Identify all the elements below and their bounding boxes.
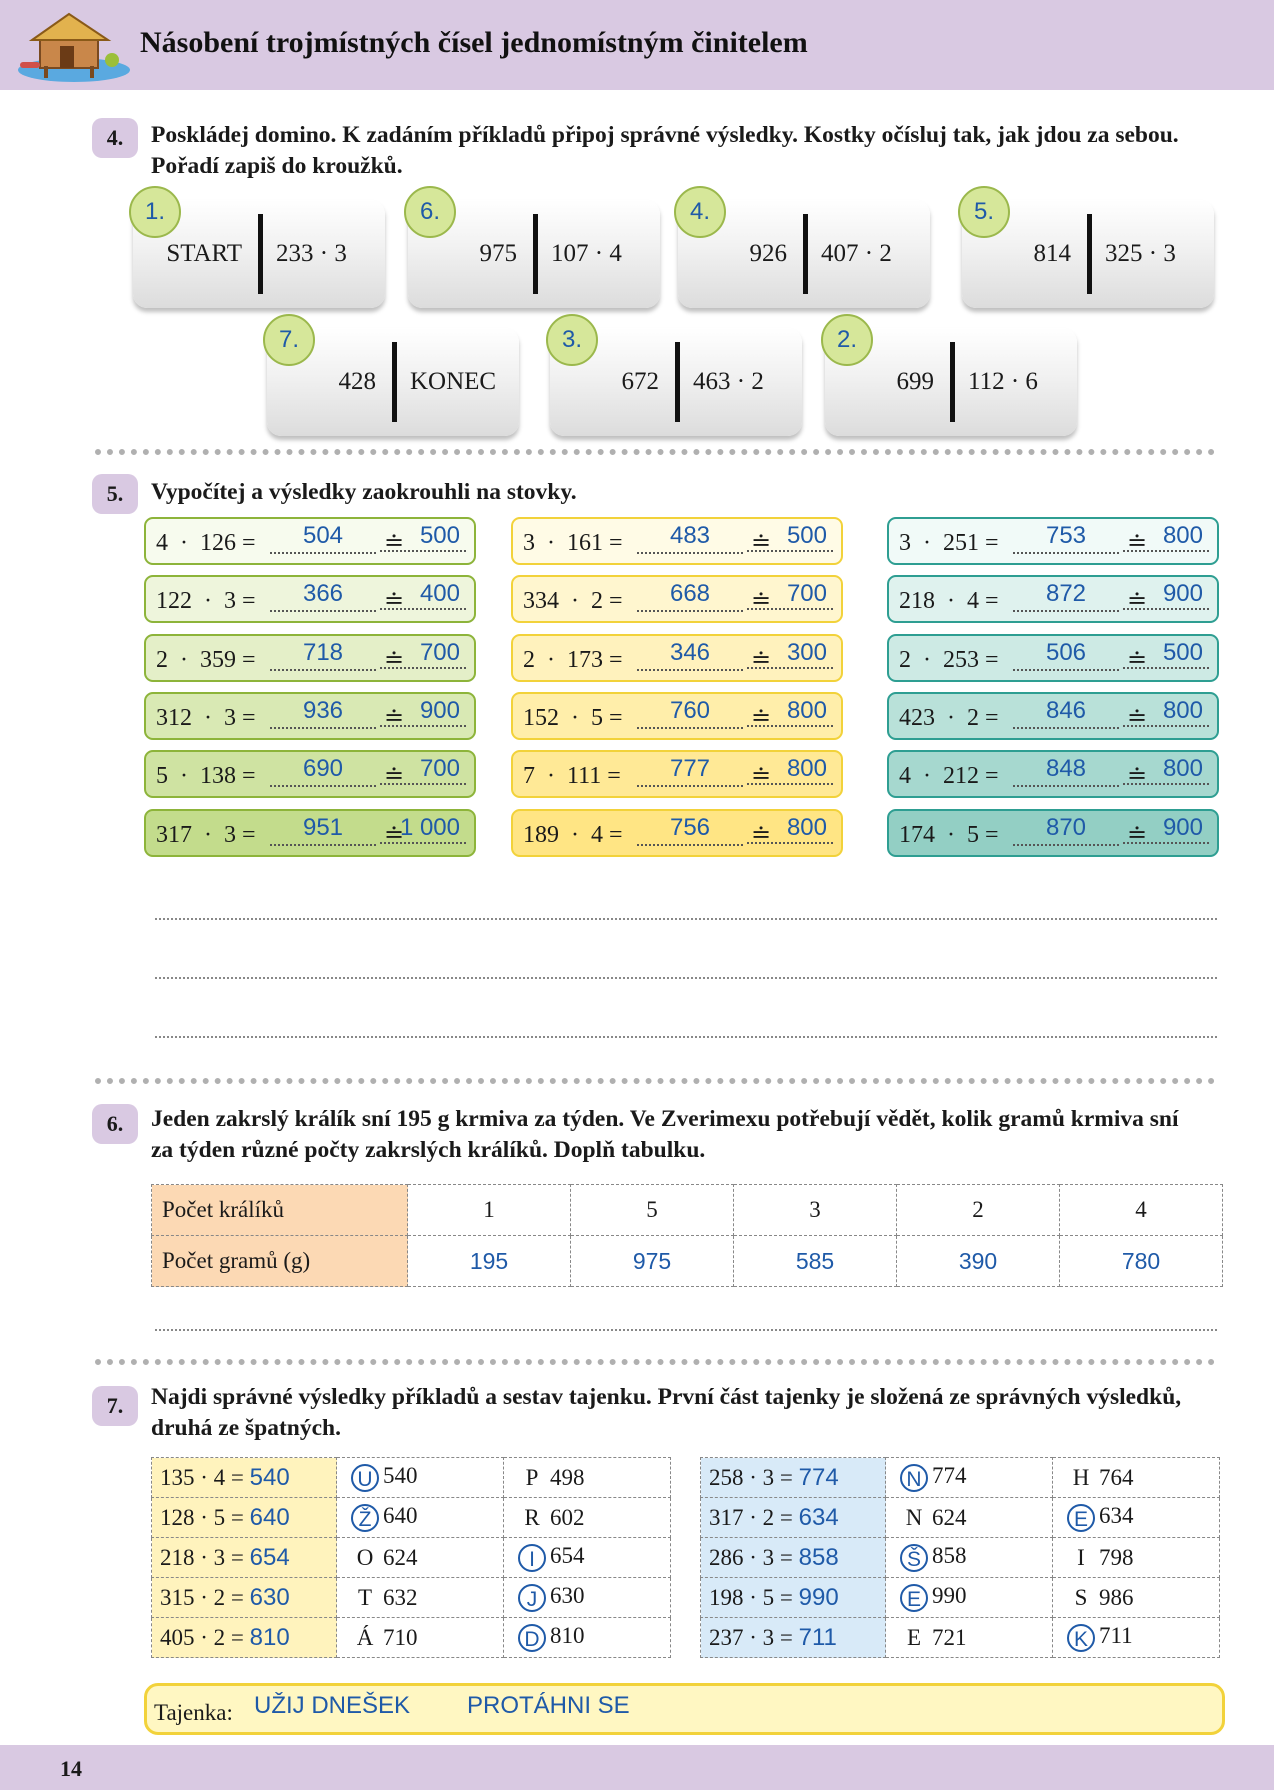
option-cell[interactable]: [886, 1538, 1053, 1578]
product-answer[interactable]: 504: [270, 522, 376, 554]
rabbit-count-cell: 5: [571, 1185, 734, 1236]
domino-divider: [803, 214, 808, 294]
rounded-answer[interactable]: 900: [1123, 814, 1209, 844]
problem-cell: [701, 1618, 886, 1658]
rounded-answer[interactable]: 400: [380, 580, 466, 610]
approx-sign: ≐: [384, 821, 405, 848]
option-cell[interactable]: [337, 1458, 504, 1498]
option-value: 634: [1099, 1503, 1134, 1529]
tajenka-box: [144, 1683, 1225, 1735]
option-value: 858: [932, 1543, 967, 1569]
rabbit-count-cell: 4: [1060, 1185, 1223, 1236]
rounding-problem-box: [144, 750, 476, 798]
rounding-problem-box: [511, 517, 843, 565]
rounded-answer[interactable]: 500: [380, 522, 466, 552]
domino-divider: [950, 342, 955, 422]
multiplication-problem: 312 · 3 =: [156, 704, 256, 731]
multiplication-problem: 4 · 126 =: [156, 530, 256, 556]
grams-answer-cell[interactable]: 585: [734, 1236, 897, 1287]
option-letter: S: [1074, 1584, 1088, 1610]
multiplication-problem: 237 · 3 =: [709, 1624, 793, 1650]
problem-cell: [701, 1458, 886, 1498]
rabbit-food-table: [151, 1184, 1223, 1287]
table-row: [701, 1498, 1220, 1538]
page-number: 14: [60, 1756, 82, 1781]
option-cell[interactable]: [1053, 1538, 1220, 1578]
exercise-instruction: Jeden zakrslý králík sní 195 g krmiva za týden. Ve Zverimexu potřebují vědět, kolik gramů krmiva sní za týden různé počty zakrslých králíků. Doplň tabulku.: [151, 1106, 1179, 1163]
multiplication-problem: 189 · 4 =: [523, 821, 623, 848]
domino-left-value: 428: [338, 368, 376, 395]
table-row: [701, 1578, 1220, 1618]
option-letter: O: [356, 1544, 374, 1570]
approx-sign: ≐: [384, 530, 405, 556]
domino-right-value: 407 · 2: [821, 240, 892, 267]
multiplication-problem: 317 · 2 =: [709, 1504, 793, 1530]
rounding-problem-box: [144, 692, 476, 740]
rounded-answer[interactable]: 800: [1123, 522, 1209, 552]
domino-left-value: 672: [621, 368, 659, 395]
rounding-problem-box: [511, 809, 843, 857]
rounded-answer[interactable]: 900: [380, 697, 466, 727]
product-answer[interactable]: 654: [249, 1543, 290, 1571]
multiplication-problem: 5 · 138 =: [156, 763, 256, 790]
rounded-answer[interactable]: 800: [1123, 697, 1209, 727]
approx-sign: ≐: [751, 530, 772, 556]
option-letter: T: [357, 1584, 373, 1610]
option-cell[interactable]: [337, 1618, 504, 1658]
option-cell[interactable]: [886, 1458, 1053, 1498]
rounded-answer[interactable]: 300: [747, 639, 833, 669]
table-row-label: Počet gramů (g): [152, 1236, 408, 1287]
option-value: 710: [383, 1624, 418, 1650]
rounding-problem-box: [511, 750, 843, 798]
problem-cell: [152, 1498, 337, 1538]
multiplication-problem: 7 · 111 =: [523, 763, 621, 790]
section-separator: [95, 449, 1215, 455]
tajenka-answer-part2[interactable]: PROTÁHNI SE: [467, 1692, 630, 1719]
product-answer[interactable]: 951: [270, 814, 376, 846]
page-footer: [0, 1745, 1274, 1790]
table-row: [701, 1618, 1220, 1658]
multiplication-problem: 317 · 3 =: [156, 821, 256, 848]
domino-right-value: 233 · 3: [276, 240, 347, 267]
rounded-answer[interactable]: 900: [1123, 580, 1209, 610]
rounded-answer[interactable]: 1 000: [380, 814, 466, 844]
rounded-answer[interactable]: 800: [1123, 755, 1209, 785]
rounding-problem-box: [144, 634, 476, 682]
option-letter: P: [525, 1464, 539, 1490]
multiplication-problem: 315 · 2 =: [160, 1584, 244, 1610]
circled-letter: E: [1067, 1504, 1095, 1532]
option-cell[interactable]: [337, 1578, 504, 1618]
circled-letter: J: [518, 1584, 546, 1612]
rounding-problem-box: [887, 634, 1219, 682]
approx-sign: ≐: [384, 704, 405, 731]
option-value: 640: [383, 1503, 418, 1529]
option-value: 624: [383, 1544, 418, 1570]
rounded-answer[interactable]: 800: [747, 814, 833, 844]
multiplication-problem: 174 · 5 =: [899, 821, 999, 848]
product-answer[interactable]: 753: [1013, 522, 1119, 554]
exercise-instruction: Poskládej domino. K zadáním příkladů připoj správné výsledky. Kostky očísluj tak, jak jdou za sebou. Pořadí zapiš do kroužků.: [151, 122, 1179, 179]
multiplication-problem: 218 · 3 =: [160, 1544, 244, 1570]
problem-cell: [152, 1618, 337, 1658]
section-separator: [95, 1078, 1215, 1084]
option-value: 798: [1099, 1544, 1134, 1570]
option-cell[interactable]: [504, 1578, 671, 1618]
grams-answer-cell[interactable]: 780: [1060, 1236, 1223, 1287]
problem-cell: [701, 1578, 886, 1618]
product-answer[interactable]: 872: [1013, 580, 1119, 612]
domino-right-value: 112 · 6: [968, 368, 1038, 395]
product-answer[interactable]: 936: [270, 697, 376, 729]
domino-right-value: 325 · 3: [1105, 240, 1176, 267]
approx-sign: ≐: [751, 588, 772, 615]
approx-sign: ≐: [1127, 704, 1148, 731]
product-answer[interactable]: 346: [637, 639, 743, 671]
option-cell[interactable]: [886, 1578, 1053, 1618]
rounded-answer[interactable]: 800: [747, 697, 833, 727]
option-value: 810: [550, 1623, 585, 1649]
rounded-answer[interactable]: 800: [747, 755, 833, 785]
grams-answer-cell[interactable]: 195: [408, 1236, 571, 1287]
problem-cell: [701, 1498, 886, 1538]
option-cell[interactable]: [504, 1538, 671, 1578]
product-answer[interactable]: 506: [1013, 639, 1119, 671]
option-value: 630: [550, 1583, 585, 1609]
approx-sign: ≐: [1127, 530, 1148, 556]
rabbit-count-cell: 3: [734, 1185, 897, 1236]
domino-left-value: 926: [749, 240, 787, 267]
problem-cell: [701, 1538, 886, 1578]
option-cell[interactable]: [504, 1458, 671, 1498]
domino-order-badge[interactable]: 7.: [263, 314, 315, 366]
domino-left-value: 699: [896, 368, 934, 395]
rounding-problem-box: [144, 809, 476, 857]
domino-order-badge[interactable]: 3.: [546, 314, 598, 366]
hut-on-water-icon: [12, 8, 132, 84]
multiplication-problem: 122 · 3 =: [156, 588, 256, 615]
multiplication-problem: 4 · 212 =: [899, 763, 999, 790]
approx-sign: ≐: [1127, 821, 1148, 848]
product-answer[interactable]: 777: [637, 755, 743, 787]
domino-left-value: START: [166, 240, 242, 267]
product-answer[interactable]: 718: [270, 639, 376, 671]
multiplication-problem: 258 · 3 =: [709, 1464, 793, 1490]
product-answer[interactable]: 634: [798, 1503, 839, 1531]
rounded-answer[interactable]: 700: [380, 755, 466, 785]
product-answer[interactable]: 760: [637, 697, 743, 729]
rounded-answer[interactable]: 500: [1123, 639, 1209, 669]
option-value: 498: [550, 1464, 585, 1490]
product-answer[interactable]: 668: [637, 580, 743, 612]
option-value: 711: [1099, 1623, 1133, 1649]
multiplication-problem: 2 · 359 =: [156, 646, 256, 673]
product-answer[interactable]: 848: [1013, 755, 1119, 787]
multiplication-problem: 2 · 173 =: [523, 646, 623, 673]
circled-letter: N: [900, 1464, 928, 1492]
domino-divider: [392, 342, 397, 422]
product-answer[interactable]: 858: [798, 1543, 839, 1571]
table-row-label: Počet králíků: [152, 1185, 408, 1236]
product-answer[interactable]: 690: [270, 755, 376, 787]
answer-line[interactable]: [155, 918, 1217, 920]
option-cell[interactable]: [504, 1618, 671, 1658]
approx-sign: ≐: [384, 588, 405, 615]
multiplication-problem: 3 · 161 =: [523, 530, 623, 556]
table-row: [152, 1578, 671, 1618]
rounded-answer[interactable]: 700: [380, 639, 466, 669]
tajenka-answer-part1[interactable]: UŽIJ DNEŠEK: [254, 1692, 411, 1719]
domino-left-value: 975: [479, 240, 517, 267]
product-answer[interactable]: 756: [637, 814, 743, 846]
circled-letter: Ž: [351, 1504, 379, 1532]
option-value: 540: [383, 1463, 418, 1489]
product-answer[interactable]: 366: [270, 580, 376, 612]
product-answer[interactable]: 810: [249, 1623, 290, 1651]
option-value: 721: [932, 1624, 967, 1650]
table-row: [152, 1538, 671, 1578]
circled-letter: D: [518, 1624, 546, 1652]
domino-right-value: 107 · 4: [551, 240, 622, 267]
product-answer[interactable]: 846: [1013, 697, 1119, 729]
domino-divider: [1087, 214, 1092, 294]
option-letter: I: [1077, 1544, 1085, 1570]
domino-divider: [675, 342, 680, 422]
product-answer[interactable]: 630: [249, 1583, 290, 1611]
circled-letter: E: [900, 1584, 928, 1612]
table-row: [701, 1538, 1220, 1578]
rounding-problem-box: [887, 750, 1219, 798]
option-value: 624: [932, 1504, 967, 1530]
option-value: 990: [932, 1583, 967, 1609]
option-cell[interactable]: [1053, 1498, 1220, 1538]
option-value: 764: [1099, 1464, 1134, 1490]
rounding-problem-box: [887, 692, 1219, 740]
domino-order-badge[interactable]: 4.: [674, 186, 726, 238]
approx-sign: ≐: [1127, 763, 1148, 790]
option-cell[interactable]: [886, 1618, 1053, 1658]
circled-letter: I: [518, 1544, 546, 1572]
exercise-instruction: Vypočítej a výsledky zaokrouhli na stovky.: [151, 479, 577, 505]
exercise-number: 6.: [92, 1104, 138, 1144]
option-letter: Á: [356, 1624, 374, 1650]
rounded-answer[interactable]: 500: [747, 522, 833, 552]
puzzle-table-right: [700, 1457, 1220, 1658]
answer-line[interactable]: [155, 977, 1217, 979]
option-value: 654: [550, 1543, 585, 1569]
domino-order-badge[interactable]: 6.: [404, 186, 456, 238]
approx-sign: ≐: [384, 646, 405, 673]
multiplication-problem: 135 · 4 =: [160, 1464, 244, 1490]
option-cell[interactable]: [504, 1498, 671, 1538]
problem-cell: [152, 1538, 337, 1578]
approx-sign: ≐: [1127, 588, 1148, 615]
option-letter: N: [905, 1504, 923, 1530]
rounding-problem-box: [144, 517, 476, 565]
problem-cell: [152, 1458, 337, 1498]
option-cell[interactable]: [886, 1498, 1053, 1538]
option-letter: R: [524, 1504, 540, 1530]
rabbit-count-cell: 1: [408, 1185, 571, 1236]
grams-answer-cell[interactable]: 975: [571, 1236, 734, 1287]
option-value: 602: [550, 1504, 585, 1530]
answer-line[interactable]: [155, 1036, 1217, 1038]
rounding-problem-box: [887, 575, 1219, 623]
option-cell[interactable]: [337, 1538, 504, 1578]
approx-sign: ≐: [751, 763, 772, 790]
product-answer[interactable]: 711: [798, 1623, 837, 1651]
section-separator: [95, 1359, 1215, 1365]
product-answer[interactable]: 483: [637, 522, 743, 554]
multiplication-problem: 152 · 5 =: [523, 704, 623, 731]
product-answer[interactable]: 774: [798, 1463, 839, 1491]
rounded-answer[interactable]: 700: [747, 580, 833, 610]
product-answer[interactable]: 540: [249, 1463, 290, 1491]
option-cell[interactable]: [1053, 1458, 1220, 1498]
circled-letter: Š: [900, 1544, 928, 1572]
multiplication-problem: 218 · 4 =: [899, 588, 999, 615]
exercise-instruction: Najdi správné výsledky příkladů a sestav tajenku. První část tajenky je složená ze správných výsledků, druhá ze špatných.: [151, 1384, 1182, 1441]
option-letter: E: [906, 1624, 922, 1650]
approx-sign: ≐: [384, 763, 405, 790]
option-value: 986: [1099, 1584, 1134, 1610]
rounding-problem-box: [511, 575, 843, 623]
approx-sign: ≐: [751, 646, 772, 673]
domino-order-badge[interactable]: 2.: [821, 314, 873, 366]
problem-cell: [152, 1578, 337, 1618]
approx-sign: ≐: [1127, 646, 1148, 673]
domino-divider: [258, 214, 263, 294]
multiplication-problem: 334 · 2 =: [523, 588, 623, 615]
table-row: [701, 1458, 1220, 1498]
puzzle-table-left: [151, 1457, 671, 1658]
multiplication-problem: 2 · 253 =: [899, 646, 999, 673]
page-title: Násobení trojmístných čísel jednomístným činitelem: [140, 26, 808, 59]
multiplication-problem: 423 · 2 =: [899, 704, 999, 731]
rounding-problem-box: [887, 517, 1219, 565]
approx-sign: ≐: [751, 704, 772, 731]
option-cell[interactable]: [1053, 1618, 1220, 1658]
table-row: [152, 1458, 671, 1498]
tajenka-label: Tajenka:: [154, 1700, 233, 1725]
domino-left-value: 814: [1033, 240, 1071, 267]
multiplication-problem: 405 · 2 =: [160, 1624, 244, 1650]
option-cell[interactable]: [337, 1498, 504, 1538]
rounding-problem-box: [887, 809, 1219, 857]
table-row: [152, 1618, 671, 1658]
approx-sign: ≐: [751, 821, 772, 848]
multiplication-problem: 3 · 251 =: [899, 530, 999, 556]
rounding-problem-box: [511, 692, 843, 740]
domino-divider: [533, 214, 538, 294]
domino-right-value: KONEC: [410, 368, 497, 395]
product-answer[interactable]: 870: [1013, 814, 1119, 846]
table-row: [152, 1498, 671, 1538]
circled-letter: U: [351, 1464, 379, 1492]
multiplication-problem: 128 · 5 =: [160, 1504, 244, 1530]
exercise-number: 4.: [92, 118, 138, 158]
domino-order-badge[interactable]: 5.: [958, 186, 1010, 238]
rounding-problem-box: [144, 575, 476, 623]
domino-order-badge[interactable]: 1.: [129, 186, 181, 238]
multiplication-problem: 286 · 3 =: [709, 1544, 793, 1570]
option-value: 774: [932, 1463, 967, 1489]
multiplication-problem: 198 · 5 =: [709, 1584, 793, 1610]
exercise-number: 7.: [92, 1386, 138, 1426]
option-cell[interactable]: [1053, 1578, 1220, 1618]
product-answer[interactable]: 640: [249, 1503, 290, 1531]
answer-line[interactable]: [155, 1329, 1217, 1331]
rounding-problem-box: [511, 634, 843, 682]
circled-letter: K: [1067, 1624, 1095, 1652]
rabbit-count-cell: 2: [897, 1185, 1060, 1236]
option-letter: H: [1072, 1464, 1090, 1490]
option-value: 632: [383, 1584, 418, 1610]
domino-right-value: 463 · 2: [693, 368, 764, 395]
exercise-number: 5.: [92, 474, 138, 514]
grams-answer-cell[interactable]: 390: [897, 1236, 1060, 1287]
product-answer[interactable]: 990: [798, 1583, 839, 1611]
